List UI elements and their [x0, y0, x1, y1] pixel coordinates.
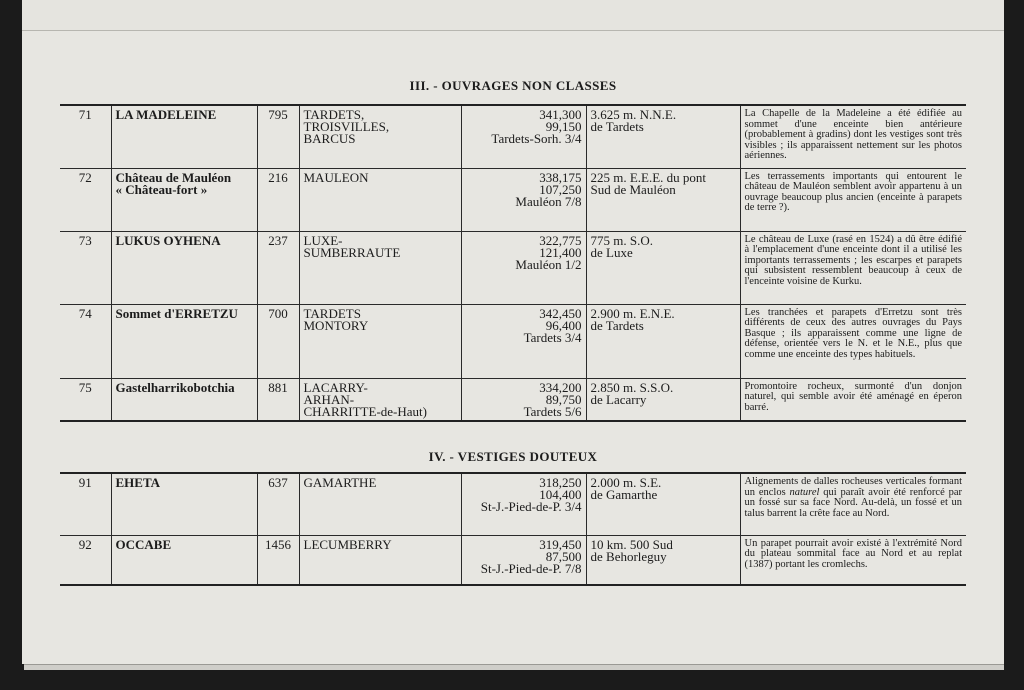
coordinate-line: 322,775 — [539, 232, 582, 248]
site-name — [111, 304, 257, 378]
site-name — [111, 168, 257, 231]
row-number: 72 — [60, 168, 111, 231]
commune-line: GAMARTHE — [303, 475, 377, 490]
row-number: 73 — [60, 231, 111, 304]
location — [586, 378, 740, 421]
site-name-line: Gastelharrikobotchia — [115, 379, 235, 395]
commune-line: LECUMBERRY — [303, 536, 392, 552]
location-line: de Gamarthe — [590, 487, 658, 502]
site-name-line: LUKUS OYHENA — [115, 232, 221, 248]
table-row — [60, 535, 966, 585]
description-text: Alignements de dalles rocheuses verticales formant un enclos — [744, 476, 962, 498]
commune-line: TROISVILLES, — [303, 119, 390, 134]
coordinates — [461, 231, 586, 304]
coordinates — [461, 168, 586, 231]
site-name-line: « Château-fort » — [115, 181, 208, 197]
commune — [299, 535, 461, 585]
table-ouvrages-non-classes — [60, 104, 966, 422]
description — [740, 473, 966, 535]
location-line: 2.900 m. E.N.E. — [590, 305, 675, 321]
coordinates — [461, 473, 586, 535]
commune-line: LACARRY- — [303, 379, 368, 395]
coordinate-line: 341,300 — [539, 107, 582, 122]
location-line: 775 m. S.O. — [590, 232, 653, 248]
location-line: 225 m. E.E.E. du pont — [590, 169, 707, 185]
coordinate-line: St-J.-Pied-de-P. 3/4 — [480, 499, 582, 514]
commune-line: BARCUS — [303, 131, 356, 146]
altitude: 637 — [257, 473, 299, 535]
commune — [299, 304, 461, 378]
location — [586, 304, 740, 378]
altitude: 1456 — [257, 535, 299, 585]
site-name-line: LA MADELEINE — [115, 107, 217, 122]
row-number: 92 — [60, 535, 111, 585]
coordinate-line: Tardets 3/4 — [523, 329, 582, 345]
location — [586, 535, 740, 585]
coordinates — [461, 105, 586, 168]
site-name-line: EHETA — [115, 475, 161, 490]
commune-line: MAULEON — [303, 169, 369, 185]
coordinate-line: 121,400 — [539, 244, 582, 260]
coordinate-line: 99,150 — [545, 119, 582, 134]
description: Les terrassements importants qui entourent le château de Mauléon semblent avoir appartenu à un ouvrage beaucoup plus ancien (enceinte à parapets de terre ?). — [740, 168, 966, 231]
location-line: de Tardets — [590, 317, 644, 333]
coordinates — [461, 304, 586, 378]
table-row — [60, 231, 966, 304]
table-row — [60, 105, 966, 168]
table-row — [60, 473, 966, 535]
location-line: de Behorleguy — [590, 548, 667, 564]
coordinate-line: St-J.-Pied-de-P. 7/8 — [480, 560, 582, 576]
coordinate-line: 318,250 — [539, 475, 582, 490]
description-text: qui paraît avoir été renforcé par un fossé sur sa face Nord. Au-delà, un fossé et un talus barrent la crête face au Nord. — [744, 486, 962, 519]
location-line: de Luxe — [590, 244, 633, 260]
location — [586, 473, 740, 535]
table-row — [60, 378, 966, 421]
description: La Chapelle de la Madeleine a été édifiée au sommet d'une enceinte bien antérieure (probablement à gradins) dont les vestiges sont très visibles ; ils apparaissent nettement sur les photos aériennes. — [740, 105, 966, 168]
location-line: 10 km. 500 Sud — [590, 536, 673, 552]
coordinate-line: Mauléon 1/2 — [515, 256, 582, 272]
description-emphasis: naturel — [789, 486, 820, 498]
commune — [299, 168, 461, 231]
coordinate-line: 338,175 — [539, 169, 582, 185]
commune — [299, 231, 461, 304]
section-title-iii: III. - OUVRAGES NON CLASSES — [409, 78, 617, 93]
coordinate-line: 104,400 — [539, 487, 582, 502]
location-line: de Tardets — [590, 119, 644, 134]
coordinates — [461, 378, 586, 421]
altitude: 237 — [257, 231, 299, 304]
site-name — [111, 535, 257, 585]
location-line: 2.000 m. S.E. — [590, 475, 662, 490]
site-name-line: Château de Mauléon — [115, 169, 232, 185]
commune-line: CHARRITTE-de-Haut) — [303, 403, 427, 419]
site-name — [111, 378, 257, 421]
site-name-line: OCCABE — [115, 536, 172, 552]
altitude: 700 — [257, 304, 299, 378]
description: Promontoire rocheux, surmonté d'un donjon naturel, qui semble avoir été aménagé en éperon barré. — [744, 380, 962, 413]
location — [586, 168, 740, 231]
row-number: 91 — [60, 473, 111, 535]
section-title-iv: IV. - VESTIGES DOUTEUX — [428, 449, 598, 464]
coordinate-line: 87,500 — [545, 548, 582, 564]
site-name — [111, 473, 257, 535]
coordinate-line: Mauléon 7/8 — [515, 193, 582, 209]
commune-line: MONTORY — [303, 317, 369, 333]
row-number: 75 — [60, 378, 111, 421]
book-page — [22, 31, 1004, 664]
altitude: 795 — [257, 105, 299, 168]
location — [586, 231, 740, 304]
commune-line: TARDETS — [303, 305, 361, 321]
commune — [299, 473, 461, 535]
location-line: Sud de Mauléon — [590, 181, 676, 197]
commune-line: SUMBERRAUTE — [303, 244, 401, 260]
coordinate-line: Tardets 5/6 — [523, 403, 582, 419]
altitude: 881 — [257, 378, 299, 421]
description: Les tranchées et parapets d'Erretzu sont très différents de ceux des autres ouvrages du Pays Basque ; ils apparaissent comme une ligne de défense, orientée vers le N. et le N.E., plus que comme une enceinte des types habituels. — [740, 304, 966, 378]
coordinate-line: 107,250 — [539, 181, 582, 197]
site-name — [111, 231, 257, 304]
row-number: 74 — [60, 304, 111, 378]
location — [586, 105, 740, 168]
commune — [299, 105, 461, 168]
page-stack-edge — [24, 664, 1004, 670]
commune-line: LUXE- — [303, 232, 343, 248]
coordinate-line: 319,450 — [539, 536, 582, 552]
coordinate-line: 89,750 — [545, 391, 582, 407]
coordinate-line: 334,200 — [539, 379, 582, 395]
coordinates — [461, 535, 586, 585]
location-line: 3.625 m. N.N.E. — [590, 107, 677, 122]
row-number: 71 — [60, 105, 111, 168]
description: Un parapet pourrait avoir existé à l'extrémité Nord du plateau sommital face au Nord et au replat (1387) portant les cromlechs. — [744, 537, 962, 570]
location-line: 2.850 m. S.S.O. — [590, 379, 674, 395]
altitude: 216 — [257, 168, 299, 231]
commune-line: TARDETS, — [303, 107, 365, 122]
commune — [299, 378, 461, 421]
commune-line: ARHAN- — [303, 391, 355, 407]
previous-page-edge — [22, 0, 1004, 31]
coordinate-line: Tardets-Sorh. 3/4 — [491, 131, 582, 146]
description: Le château de Luxe (rasé en 1524) a dû être édifié à l'emplacement d'une enceinte dont il a utilisé les importants terrassements ; les escarpes et parapets qui subsistent ressemblent beaucoup à ceux de l'enceinte voisine de Kurku. — [740, 231, 966, 304]
table-row — [60, 168, 966, 231]
location-line: de Lacarry — [590, 391, 647, 407]
table-vestiges-douteux — [60, 472, 966, 586]
site-name-line: Sommet d'ERRETZU — [115, 305, 238, 321]
site-name — [111, 105, 257, 168]
coordinate-line: 96,400 — [545, 317, 582, 333]
coordinate-line: 342,450 — [539, 305, 582, 321]
table-row — [60, 304, 966, 378]
